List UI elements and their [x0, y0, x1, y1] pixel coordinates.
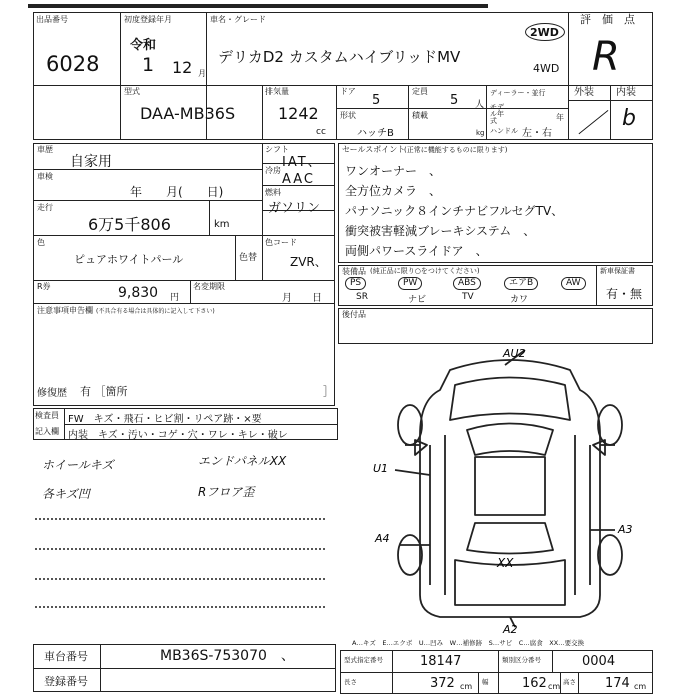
mark-a3: A3 [618, 523, 633, 536]
car-damage-diagram [375, 345, 645, 635]
handle: 左・右 [522, 128, 552, 139]
lot-label: 出品番号 [36, 15, 68, 24]
sales-points-label: セールスポイント [342, 145, 406, 154]
color-label: 色 [37, 238, 45, 247]
mark-xx: XX [497, 556, 514, 570]
height-unit: cm [634, 682, 647, 691]
capacity: 5 [450, 93, 459, 108]
inspection-value: 年 月( 日) [130, 185, 224, 199]
top-border [28, 4, 488, 8]
shape-label: 形状 [340, 111, 356, 120]
sales-point: 両側パワースライドア 、 [345, 244, 488, 258]
handwritten-note: 各キズ凹 [42, 487, 90, 501]
name-change-value: 月 日 [282, 293, 322, 304]
color-code-label: 色コード [265, 238, 297, 247]
interior-label: 内装 [616, 87, 636, 98]
length-unit: cm [460, 682, 473, 691]
aftermarket-block [338, 308, 653, 344]
shift: IAT、 [282, 155, 323, 170]
load-label: 積載 [412, 111, 428, 120]
recycle-amount: 9,830 [118, 285, 159, 301]
capacity-unit: 人 [475, 100, 485, 110]
recycle-label: R券 [37, 282, 51, 291]
shape: ハッチB [357, 128, 394, 139]
repair-label: 修復歴 [37, 388, 67, 399]
equipment-sub: (純正品に限り○をつけてください) [370, 267, 480, 275]
color: ピュアホワイトパール [74, 253, 184, 266]
inspector-row-1: FW キズ・飛石・ヒビ割・リペア跡・×要 [68, 414, 262, 425]
equip-sr: SR [356, 292, 368, 302]
mark-au2: AU2 [503, 347, 526, 360]
chassis-number: MB36S-753070 、 [160, 648, 295, 664]
notes-sub: (不具合有る場合は具体的に記入して下さい) [96, 308, 215, 315]
repair-value: 有 ［箇所 [80, 385, 128, 398]
displacement: 1242 [278, 104, 319, 123]
drive-4wd: 4WD [533, 62, 560, 75]
mark-a4: A4 [375, 532, 390, 545]
sales-point: 衝突被害軽減ブレーキシステム 、 [345, 224, 536, 238]
displacement-unit: cc [316, 127, 326, 137]
model-code: DAA-MB36S [140, 104, 236, 123]
car-name: デリカD2 カスタムハイブリッドMV [218, 48, 461, 66]
mileage-label: 走行 [37, 203, 53, 212]
class-label: 類別区分番号 [502, 656, 541, 664]
first-reg-label: 初度登録年月 [124, 15, 172, 24]
drive-2wd: 2WD [530, 26, 559, 39]
handwritten-note: エンドパネルXX [198, 454, 287, 468]
fuel-label: 燃料 [265, 188, 281, 197]
width-unit: cm [548, 682, 561, 691]
car-name-label: 車名・グレード [210, 15, 266, 24]
handwritten-note: Rフロア歪 [198, 485, 255, 499]
equip-airbag: エアB [504, 277, 538, 290]
type-number: 18147 [420, 654, 462, 669]
inspection-label: 車検 [37, 172, 53, 181]
vehicle-history-label: 車歴 [37, 145, 53, 154]
model-year-label: モデル年式 [490, 103, 504, 125]
inspector-label-2: 記入欄 [35, 427, 59, 436]
notes-label: 注意事項申告欄 [37, 306, 93, 315]
length: 372 [430, 676, 455, 691]
inspector-row-2: 内装 キズ・汚い・コゲ・穴・ワレ・キレ・破レ [68, 430, 288, 441]
equip-navi: ナビ [408, 295, 427, 305]
exterior-label: 外装 [574, 87, 594, 98]
month-unit: 月 [198, 69, 206, 78]
model-label: 型式 [124, 87, 140, 96]
lot-number: 6028 [46, 52, 100, 76]
fuel: ガソリン [268, 201, 321, 216]
aftermarket-label: 後付品 [342, 310, 366, 319]
displacement-label: 排気量 [265, 87, 289, 96]
dealer-label: ディーラー・並行 [490, 89, 546, 97]
shift-label: シフト [265, 145, 289, 154]
equip-ps: PS [345, 277, 366, 290]
width: 162 [522, 676, 547, 691]
vehicle-history: 自家用 [70, 154, 112, 170]
equip-tv: TV [462, 292, 474, 302]
class-number: 0004 [582, 654, 616, 669]
width-label: 幅 [482, 678, 489, 686]
warranty-label: 新車保証書 [600, 267, 635, 275]
sales-point: 全方位カメラ 、 [345, 184, 442, 198]
name-change-label: 名変期限 [193, 282, 225, 291]
sales-point: パナソニック８インチナビフルセグTV、 [345, 204, 564, 218]
equip-abs: ABS [453, 277, 481, 290]
height: 174 [605, 676, 630, 691]
equip-leather: カワ [510, 295, 529, 305]
length-label: 長さ [344, 678, 357, 686]
era: 令和 [130, 38, 157, 53]
mark-u1: U1 [373, 462, 389, 475]
load-unit: kg [476, 129, 485, 137]
ac: AAC [282, 172, 315, 187]
repair-close: ］ [323, 385, 334, 398]
exterior-score: ／ [578, 109, 605, 139]
doors-label: ドア [340, 87, 356, 96]
warranty: 有・無 [606, 287, 643, 301]
height-label: 高さ [563, 678, 576, 686]
recycle-unit: 円 [170, 293, 180, 303]
inspector-label-1: 検査員 [35, 411, 59, 420]
sales-points-sub: (正常に機能するものに限ります) [404, 146, 508, 154]
mark-a2: A2 [503, 623, 518, 636]
mileage: 6万5千806 [88, 215, 171, 234]
doors: 5 [372, 93, 381, 108]
chassis-label: 車台番号 [44, 650, 88, 663]
interior-score: b [622, 106, 636, 131]
equip-pw: PW [398, 277, 422, 290]
sales-point: ワンオーナー 、 [345, 164, 442, 178]
color-change-label: 色替 [239, 253, 258, 263]
eval-score: R [592, 34, 620, 80]
first-reg-month: 12 [172, 58, 193, 77]
damage-legend: A…キズ E…エクボ U…凹み W…補修跡 S…サビ C…腐食 XX…要交換 [352, 639, 585, 647]
first-reg-year: 1 [142, 54, 155, 76]
reg-label: 登録番号 [44, 675, 88, 688]
mileage-unit: km [214, 219, 230, 230]
ac-label: 冷房 [265, 166, 281, 175]
handle-label: ハンドル [490, 127, 518, 135]
equip-aw: AW [561, 277, 586, 290]
eval-label: 評 価 点 [580, 13, 635, 26]
model-year-unit: 年 [556, 113, 564, 122]
type-label: 型式指定番号 [344, 656, 383, 664]
equipment-label: 装備品 [342, 267, 366, 276]
capacity-label: 定員 [412, 87, 428, 96]
handwritten-note: ホイールキズ [42, 458, 114, 472]
color-code: ZVR、 [290, 255, 327, 269]
